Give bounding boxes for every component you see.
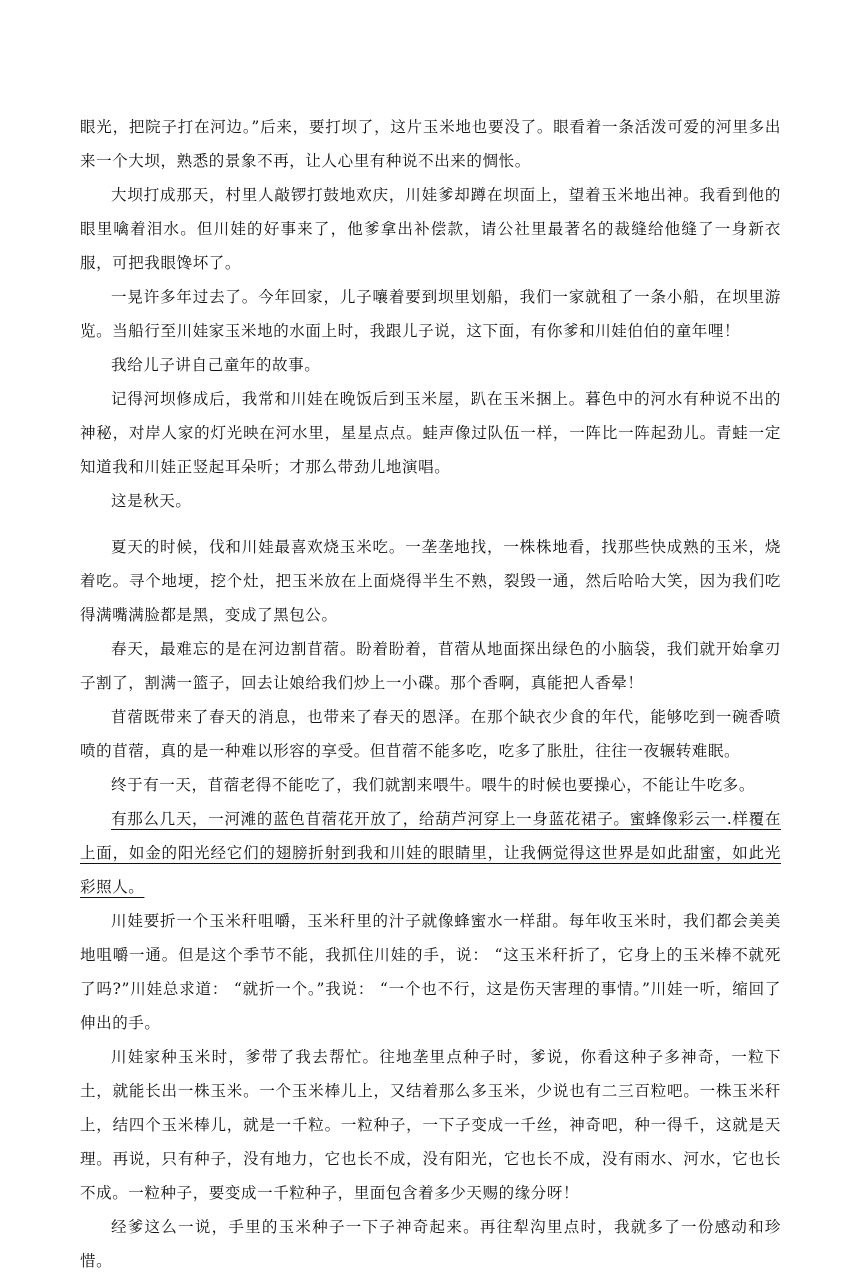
- paragraph: 一晃许多年过去了。今年回家，儿子嚷着要到坝里划船，我们一家就租了一条小船，在坝里游览。当船行至川娃家玉米地的水面上时，我跟儿子说，这下面，有你爹和川娃伯伯的童年哩！: [80, 288, 781, 340]
- section-gap: [80, 518, 781, 530]
- paragraph: 终于有一天，苜蓿老得不能吃了，我们就割来喂牛。喂牛的时候也要操心，不能让牛吃多。: [111, 776, 756, 794]
- paragraph: 春天，最难忘的是在河边割苜蓿。盼着盼着，苜蓿从地面探出绿色的小脑袋，我们就开始拿刃子割了，割满一篮子，回去让娘给我们炒上一小碟。那个香啊，真能把人香晕！: [80, 640, 781, 692]
- paragraph: 这是秋天。: [111, 492, 192, 510]
- underlined-text: 有那么几天，一河滩的蓝色苜蓿花开放了，给葫芦河穿上一身蓝花裙子。蜜蜂像彩云一.样覆在上面，如金的阳光经它们的翅膀折射到我和川娃的眼睛里，让我俩觉得这世界是如此甜蜜，如此光彩照人。: [80, 810, 781, 896]
- paragraph: 苜蓿既带来了春天的消息，也带来了春天的恩泽。在那个缺衣少食的年代，能够吃到一碗香喷喷的苜蓿，真的是一种难以形容的享受。但苜蓿不能多吃，吃多了胀肚，往往一夜辗转难眠。: [80, 708, 781, 760]
- paragraph: 我给儿子讲自己童年的故事。: [111, 356, 321, 374]
- paragraph: 记得河坝修成后，我常和川娃在晚饭后到玉米屋，趴在玉米捆上。暮色中的河水有种说不出的神秘，对岸人家的灯光映在河水里，星星点点。蛙声像过队伍一样，一阵比一阵起劲儿。青蛙一定知道我和川娃正竖起耳朵听；才那么带劲儿地演唱。: [80, 390, 781, 476]
- underlined-paragraph: [80, 802, 781, 904]
- paragraph: 眼光，把院子打在河边。”后来，要打坝了，这片玉米地也要没了。眼看着一条活泼可爱的河里多出来一个大坝，熟悉的景象不再，让人心里有种说不出来的惆怅。: [80, 118, 781, 170]
- paragraph: 经爹这么一说，手里的玉米种子一下子神奇起来。再往犁沟里点时，我就多了一份感动和珍惜。: [80, 1218, 781, 1270]
- paragraph: 川娃要折一个玉米秆咀嚼，玉米秆里的汁子就像蜂蜜水一样甜。每年收玉米时，我们都会美美地咀嚼一通。但是这个季节不能，我抓住川娃的手，说： “这玉米秆折了，它身上的玉米棒不就死了吗?”川娃总求道： “就折一个。”我说： “一个也不行，这是伤天害理的事情。”川娃一听，缩回了伸出的手。: [80, 912, 781, 1032]
- paragraph: 大坝打成那天，村里人敲锣打鼓地欢庆，川娃爹却蹲在坝面上，望着玉米地出神。我看到他的眼里噙着泪水。但川娃的好事来了，他爹拿出补偿款，请公社里最著名的裁缝给他缝了一身新衣服，可把我眼馋坏了。: [80, 186, 781, 272]
- paragraph: 川娃家种玉米时，爹带了我去帮忙。往地垄里点种子时，爹说，你看这种子多神奇，一粒下土，就能长出一株玉米。一个玉米棒儿上，又结着那么多玉米，少说也有二三百粒吧。一株玉米秆上，结四个玉米棒儿，就是一千粒。一粒种子，一下子变成一千丝，神奇吧，种一得千，这就是天理。再说，只有种子，没有地力，它也长不成，没有阳光，它也长不成，没有雨水、河水，它也长不成。一粒种子，要变成一千粒种子，里面包含着多少天赐的缘分呀！: [80, 1048, 781, 1202]
- paragraph: 夏天的时候，伐和川娃最喜欢烧玉米吃。一垄垄地找，一株株地看，找那些快成熟的玉米，烧着吃。寻个地埂，挖个灶，把玉米放在上面烧得半生不熟，裂毁一通，然后哈哈大笑，因为我们吃得满嘴满脸都是黑，变成了黑包公。: [80, 538, 781, 624]
